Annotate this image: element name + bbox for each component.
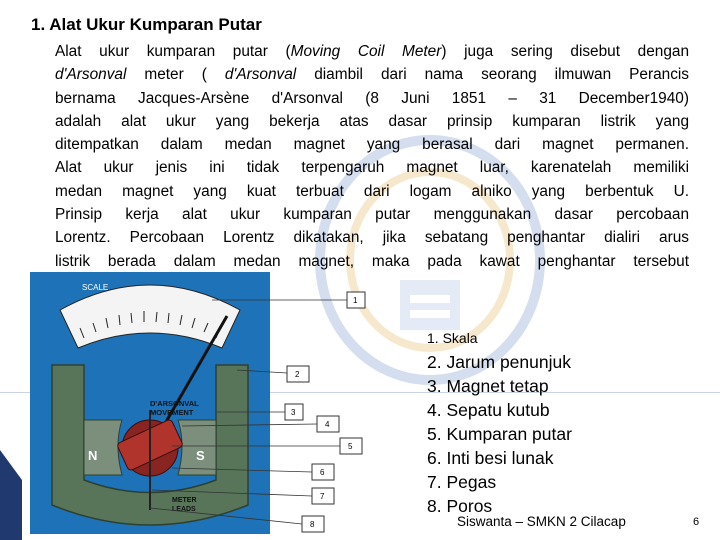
callout-1: 1: [353, 296, 358, 305]
movement-label-2: MOVEMENT: [150, 408, 194, 417]
callout-8: 8: [310, 520, 315, 529]
callout-5: 5: [348, 442, 353, 451]
para-line-5: ditempatkan dalam medan magnet yang berasal dari magnet permanen.: [55, 136, 689, 154]
para-line-10: listrik berada dalam medan magnet, maka pada kawat penghantar tersebut: [55, 252, 689, 270]
callout-4: 4: [325, 420, 330, 429]
callout-6: 6: [320, 468, 325, 477]
pole-s-label: S: [196, 448, 205, 463]
legend-item-5: 5. Kumparan putar: [427, 424, 572, 444]
para-line-2: d'Arsonval meter ( d'Arsonval diambil dari nama seorang ilmuwan Perancis: [55, 66, 690, 84]
body-paragraph: [55, 40, 689, 273]
footer-author: Siswanta – SMKN 2 Cilacap: [457, 514, 626, 529]
legend-item-1: 1. Skala: [427, 330, 478, 346]
movement-label-1: D'ARSONVAL: [150, 399, 199, 408]
callout-7: 7: [320, 492, 325, 501]
callout-2: 2: [295, 370, 300, 379]
legend-item-6: 6. Inti besi lunak: [427, 448, 554, 468]
pole-n-label: N: [88, 448, 98, 463]
page-number: 6: [693, 516, 700, 528]
corner-decoration: [0, 450, 22, 540]
para-line-9: Lorentz. Percobaan Lorentz dikatakan, jika sebatang penghantar dialiri arus: [55, 229, 689, 247]
darsonval-meter-illustration: [22, 270, 374, 535]
legend-item-2: 2. Jarum penunjuk: [427, 352, 571, 372]
scale-label: SCALE: [82, 283, 109, 292]
callout-3: 3: [291, 408, 296, 417]
para-line-8: Prinsip kerja alat ukur kumparan putar menggunakan dasar percobaan: [55, 206, 689, 224]
para-line-3: bernama Jacques-Arsène d'Arsonval (8 Juni 1851 – 31 December1940): [55, 89, 689, 107]
para-line-7: medan magnet yang kuat terbuat dari logam alniko yang berbentuk U.: [55, 182, 689, 200]
para-line-6: Alat ukur jenis ini tidak terpengaruh magnet luar, karenatelah memiliki: [55, 159, 689, 177]
para-line-1: Alat ukur kumparan putar (Moving Coil Meter) juga sering disebut dengan: [55, 43, 689, 60]
legend-item-8: 8. Poros: [427, 496, 493, 516]
legend-item-7: 7. Pegas: [427, 472, 497, 492]
legend-item-4: 4. Sepatu kutub: [427, 400, 550, 420]
leads-label-2: LEADS: [172, 506, 196, 513]
slide-title: 1. Alat Ukur Kumparan Putar: [31, 15, 262, 34]
parts-legend: [427, 326, 572, 518]
leads-label-1: METER: [172, 497, 197, 504]
para-line-4: adalah alat ukur yang bekerja atas dasar prinsip kumparan listrik yang: [55, 112, 689, 130]
legend-item-3: 3. Magnet tetap: [427, 376, 549, 396]
